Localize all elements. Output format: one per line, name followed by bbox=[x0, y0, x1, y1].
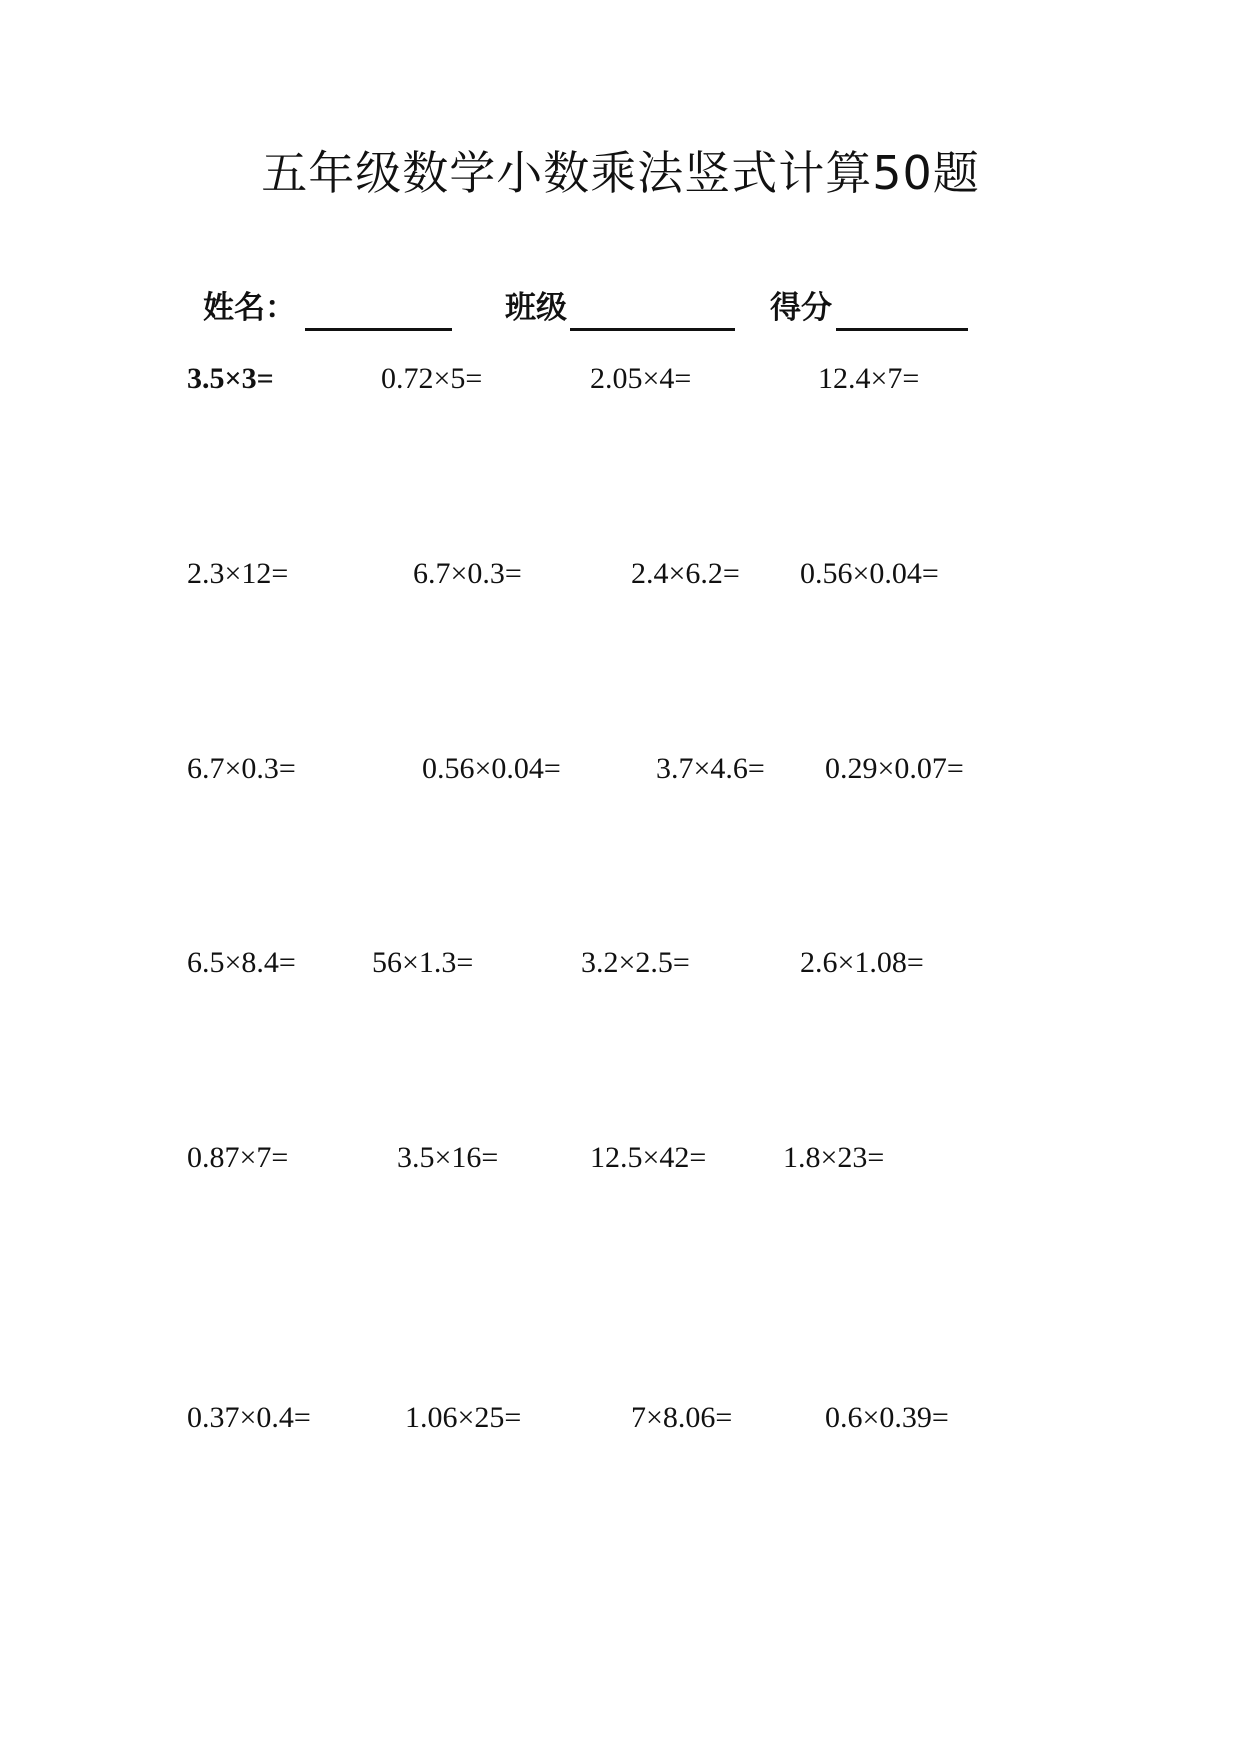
problem-12: 0.29×0.07= bbox=[825, 752, 964, 785]
page-title: 五年级数学小数乘法竖式计算50题 bbox=[261, 146, 980, 200]
problem-16: 2.6×1.08= bbox=[800, 946, 924, 979]
problem-18: 3.5×16= bbox=[397, 1141, 499, 1174]
problem-9: 6.7×0.3= bbox=[187, 752, 296, 785]
problem-8: 0.56×0.04= bbox=[800, 557, 939, 590]
problem-1: 3.5×3= bbox=[187, 362, 274, 395]
problem-14: 56×1.3= bbox=[372, 946, 474, 979]
problem-15: 3.2×2.5= bbox=[581, 946, 690, 979]
problem-21: 0.37×0.4= bbox=[187, 1401, 311, 1434]
problem-19: 12.5×42= bbox=[590, 1141, 707, 1174]
problem-4: 12.4×7= bbox=[818, 362, 920, 395]
score-blank-line bbox=[836, 328, 968, 331]
problem-2: 0.72×5= bbox=[381, 362, 483, 395]
problem-6: 6.7×0.3= bbox=[413, 557, 522, 590]
problem-3: 2.05×4= bbox=[590, 362, 692, 395]
name-blank-line bbox=[305, 328, 452, 331]
problem-10: 0.56×0.04= bbox=[422, 752, 561, 785]
problem-11: 3.7×4.6= bbox=[656, 752, 765, 785]
score-label: 得分 bbox=[770, 290, 832, 326]
problem-20: 1.8×23= bbox=[783, 1141, 885, 1174]
problem-24: 0.6×0.39= bbox=[825, 1401, 949, 1434]
class-blank-line bbox=[570, 328, 735, 331]
problem-22: 1.06×25= bbox=[405, 1401, 522, 1434]
problem-17: 0.87×7= bbox=[187, 1141, 289, 1174]
class-label: 班级 bbox=[505, 290, 567, 326]
problem-13: 6.5×8.4= bbox=[187, 946, 296, 979]
problem-5: 2.3×12= bbox=[187, 557, 289, 590]
problem-7: 2.4×6.2= bbox=[631, 557, 740, 590]
problem-23: 7×8.06= bbox=[631, 1401, 733, 1434]
name-label: 姓名： bbox=[203, 290, 296, 326]
